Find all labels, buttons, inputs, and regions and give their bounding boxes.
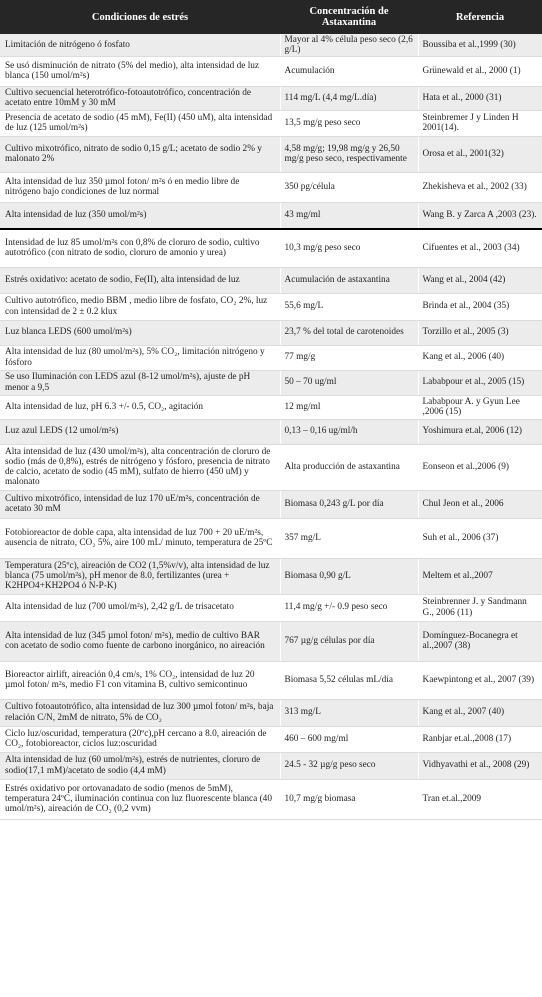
table-row: [0, 229, 542, 267]
reference-cell: Torzillo et al., 2005 (3): [418, 320, 542, 345]
concentration-cell: 13,5 mg/g peso seco: [280, 110, 418, 136]
table-row: [0, 726, 542, 752]
condition-cell: Temperatura (25ºc), aireación de CO2 (1,5%v/v), alta intensidad de luz blanca (75 umol/m²s), pH menor de 8.0, fertilizantes (urea + K2HPO4+KH2PO4 ó N-P-K): [0, 558, 280, 594]
concentration-cell: 24.5 - 32 µg/g peso seco: [280, 752, 418, 779]
concentration-cell: 55,6 mg/L: [280, 293, 418, 320]
condition-cell: Cultivo mixotrófico, nitrato de sodio 0,15 g/L; acetato de sodio 2% y malonato 2%: [0, 136, 280, 172]
table-row: [0, 345, 542, 370]
reference-cell: Ranbjar et.al.,2008 (17): [418, 726, 542, 752]
condition-cell: Estrés oxidativo por ortovanadato de sodio (menos de 5mM), temperatura 24ºC, iluminación continua con luz fluorescente blanca (40 umol/m²s), aireación de CO₂ (0,2 vvm): [0, 779, 280, 819]
reference-cell: Chul Jeon et al., 2006: [418, 490, 542, 518]
condition-cell: Cultivo mixotrófico, intensidad de luz 170 uE/m²s, concentración de acetato 30 mM: [0, 490, 280, 518]
condition-cell: Cultivo secuencial heterotrófico-fotoautotrófico, concentración de acetato entre 10mM y 30 mM: [0, 86, 280, 110]
condition-cell: Fotobioreactor de doble capa, alta intensidad de luz 700 + 20 uE/m²s, ausencia de nitrato, CO₂ 5%, aire 100 mL/ minuto, temperatura de 25ºC: [0, 518, 280, 558]
condition-cell: Luz blanca LEDS (600 umol/m²s): [0, 320, 280, 345]
header-condiciones: Condiciones de estrés: [91, 11, 189, 23]
table-row: [0, 202, 542, 229]
table-row: [0, 136, 542, 172]
condition-cell: Alta intensidad de luz, pH 6.3 +/- 0.5, CO₂, agitación: [0, 395, 280, 419]
reference-cell: Meltem et al.,2007: [418, 558, 542, 594]
condition-cell: Ciclo luz/oscuridad, temperatura (20ºc),pH cercano a 8.0, aireación de CO₂, fotobioreactor, ciclos luz:oscuridad: [0, 726, 280, 752]
reference-cell: Kang et al., 2006 (40): [418, 345, 542, 370]
condition-cell: Cultivo autotrófico, medio BBM , medio libre de fosfato, CO₂ 2%, luz con intensidad de 2 ± 0.2 klux: [0, 293, 280, 320]
condition-cell: Intensidad de luz 85 umol/m²s con 0,8% de cloruro de sodio, cultivo autotrófico (con nitrato de sodio, cloruro de amonio y urea): [0, 229, 280, 267]
table-row: [0, 34, 542, 56]
condition-cell: Bioreactor airlift, aireación 0,4 cm/s, 1% CO₂, intensidad de luz 20 µmol foton/ m²s, medio F1 con vitamina B, cultivo semicontinuo: [0, 661, 280, 699]
header-referencia: Referencia: [455, 11, 505, 23]
reference-cell: Cifuentes et al., 2003 (34): [418, 229, 542, 267]
table-row: [0, 86, 542, 110]
concentration-cell: 767 µg/g células por día: [280, 621, 418, 661]
table-row: [0, 699, 542, 726]
condition-cell: Alta intensidad de luz (345 µmol foton/ m²s), medio de cultivo BAR con acetato de sodio como fuente de carbono inorgánico, no aireación: [0, 621, 280, 661]
concentration-cell: Alta producción de astaxantina: [280, 444, 418, 490]
concentration-cell: 0,13 – 0,16 ug/ml/h: [280, 419, 418, 444]
condition-cell: Se usó disminución de nitrato (5% del medio), alta intensidad de luz blanca (150 umol/m²s): [0, 56, 280, 86]
table-row: [0, 444, 542, 490]
concentration-cell: 12 mg/ml: [280, 395, 418, 419]
concentration-cell: 350 pg/célula: [280, 172, 418, 202]
concentration-cell: 11,4 mg/g +/- 0.9 peso seco: [280, 594, 418, 621]
table-row: [0, 621, 542, 661]
table-row: [0, 320, 542, 345]
table-row: [0, 518, 542, 558]
concentration-cell: Biomasa 5,52 células mL/día: [280, 661, 418, 699]
table-row: [0, 56, 542, 86]
reference-cell: Wang et al., 2004 (42): [418, 267, 542, 293]
concentration-cell: 114 mg/L (4,4 mg/L.día): [280, 86, 418, 110]
condition-cell: Presencia de acetato de sodio (45 mM), Fe(II) (450 uM), alta intensidad de luz (125 umol/m²s): [0, 110, 280, 136]
condition-cell: Alta intensidad de luz (430 umol/m²s), alta concentración de cloruro de sodio (más de 0,8%), estrés de nitrógeno y fósforo, presencia de nitrato de calcio, acetato de sodio (45 mM), sulfato de hierro (450 uM) y malonato: [0, 444, 280, 490]
concentration-cell: Acumulación: [280, 56, 418, 86]
concentration-cell: 50 – 70 ug/ml: [280, 370, 418, 395]
table-body: [0, 34, 542, 819]
condition-cell: Cultivo fotoautotrófico, alta intensidad de luz 300 µmol foton/ m²s, baja relación C/N, 2mM de nitrato, 5% de CO₂: [0, 699, 280, 726]
concentration-cell: Acumulación de astaxantina: [280, 267, 418, 293]
condition-cell: Alta intensidad de luz (350 umol/m²s): [0, 202, 280, 229]
concentration-cell: Biomasa 0,243 g/L por día: [280, 490, 418, 518]
concentration-cell: 313 mg/L: [280, 699, 418, 726]
header-concentracion: Concentración de Astaxantina: [309, 6, 389, 28]
table-row: [0, 293, 542, 320]
concentration-cell: Mayor al 4% célula peso seco (2,6 g/L): [280, 34, 418, 56]
table-row: [0, 752, 542, 779]
reference-cell: Brinda et al., 2004 (35): [418, 293, 542, 320]
condition-cell: Limitación de nitrógeno ó fosfato: [0, 34, 280, 56]
table-header: [0, 0, 542, 34]
table-row: [0, 370, 542, 395]
reference-cell: Steinbremer J y Linden H 2001(14).: [418, 110, 542, 136]
concentration-cell: 357 mg/L: [280, 518, 418, 558]
reference-cell: Lababpour A. y Gyun Lee ,2006 (15): [418, 395, 542, 419]
table-row: [0, 419, 542, 444]
table-row: [0, 490, 542, 518]
table-row: [0, 267, 542, 293]
reference-cell: Vidhyavathi et al., 2008 (29): [418, 752, 542, 779]
reference-cell: Zhekisheva et al., 2002 (33): [418, 172, 542, 202]
concentration-cell: 77 mg/g: [280, 345, 418, 370]
condition-cell: Alta intensidad de luz 350 µmol foton/ m²s ó en medio libre de nitrógeno bajo condiciones de luz normal: [0, 172, 280, 202]
table-row: [0, 594, 542, 621]
concentration-cell: 460 – 600 mg/ml: [280, 726, 418, 752]
condition-cell: Alta intensidad de luz (80 umol/m²s), 5% CO₂, limitación nitrógeno y fósforo: [0, 345, 280, 370]
reference-cell: Yoshimura et.al, 2006 (12): [418, 419, 542, 444]
reference-cell: Grünewald et al., 2000 (1): [418, 56, 542, 86]
concentration-cell: 23,7 % del total de carotenoides: [280, 320, 418, 345]
condition-cell: Estrés oxidativo: acetato de sodio, Fe(II), alta intensidad de luz: [0, 267, 280, 293]
table-row: [0, 558, 542, 594]
reference-cell: Lababpour et al., 2005 (15): [418, 370, 542, 395]
condition-cell: Luz azul LEDS (12 umol/m²s): [0, 419, 280, 444]
reference-cell: Kang et al., 2007 (40): [418, 699, 542, 726]
reference-cell: Suh et al., 2006 (37): [418, 518, 542, 558]
reference-cell: Hata et al., 2000 (31): [418, 86, 542, 110]
table-row: [0, 395, 542, 419]
table-row: [0, 110, 542, 136]
reference-cell: Wang B. y Zarca A ,2003 (23).: [418, 202, 542, 229]
header-row: [0, 0, 542, 34]
concentration-cell: Biomasa 0,90 g/L: [280, 558, 418, 594]
reference-cell: Tran et.al.,2009: [418, 779, 542, 819]
condition-cell: Alta intensidad de luz (700 umol/m²s), 2,42 g/L de trisacetato: [0, 594, 280, 621]
reference-cell: Kaewpintong et al., 2007 (39): [418, 661, 542, 699]
condition-cell: Se uso Iluminación con LEDS azul (8-12 umol/m²s), ajuste de pH menor a 9,5: [0, 370, 280, 395]
condition-cell: Alta intensidad de luz (60 umol/m²s), estrés de nutrientes, cloruro de sodio(17,1 mM)/acetato de sodio (4,4 mM): [0, 752, 280, 779]
reference-cell: Boussiba et al.,1999 (30): [418, 34, 542, 56]
reference-cell: Eonseon et al.,2006 (9): [418, 444, 542, 490]
concentration-cell: 10,7 mg/g biomasa: [280, 779, 418, 819]
concentration-cell: 4,58 mg/g; 19,98 mg/g y 26,50 mg/g peso seco, respectivamente: [280, 136, 418, 172]
reference-cell: Steinbrenner J. y Sandmann G., 2006 (11): [418, 594, 542, 621]
concentration-cell: 10,3 mg/g peso seco: [280, 229, 418, 267]
table-row: [0, 172, 542, 202]
table-row: [0, 661, 542, 699]
reference-cell: Orosa et al., 2001(32): [418, 136, 542, 172]
concentration-cell: 43 mg/ml: [280, 202, 418, 229]
reference-cell: Domínguez-Bocanegra et al.,2007 (38): [418, 621, 542, 661]
table-row: [0, 779, 542, 819]
